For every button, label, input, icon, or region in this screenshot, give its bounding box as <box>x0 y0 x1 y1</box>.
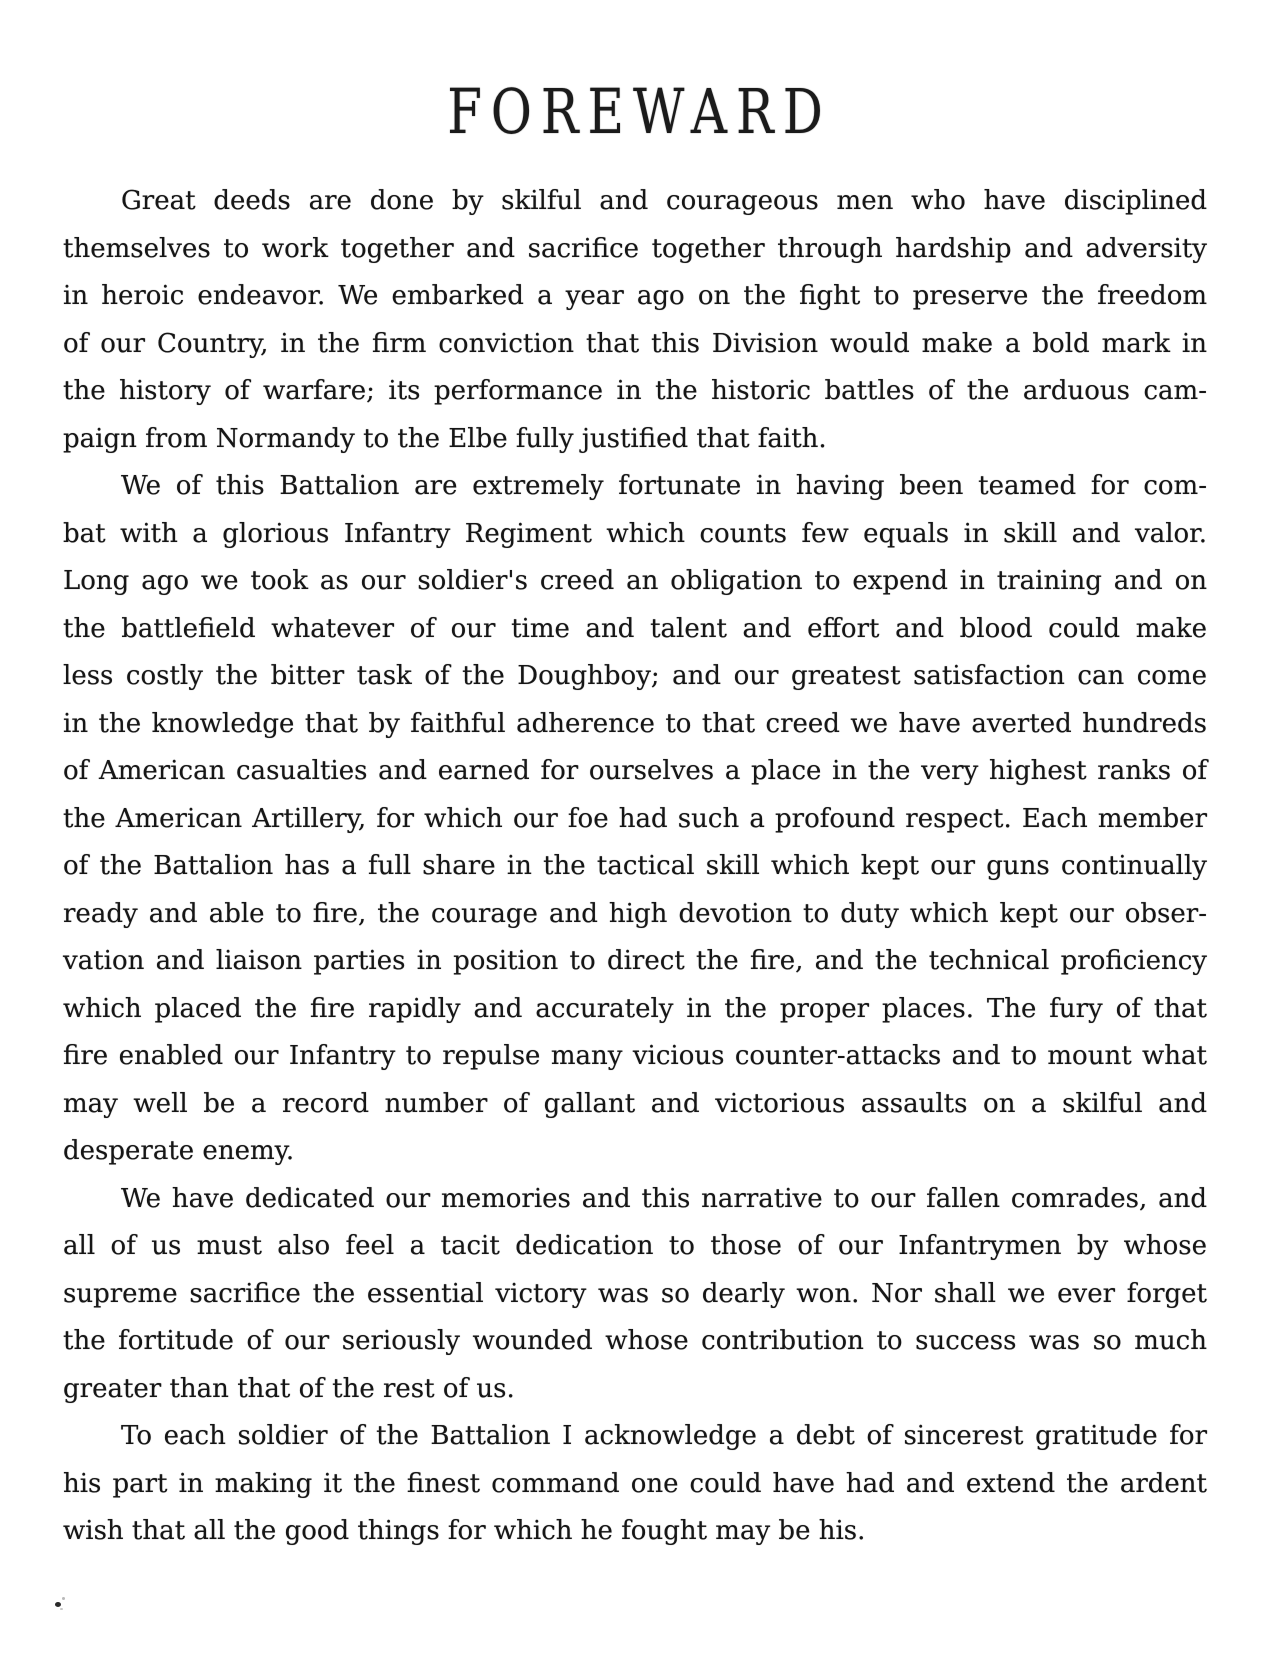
ink-speck <box>62 1597 65 1600</box>
text-line: vation and liaison parties in position to direct the fire, and the technical proficiency <box>63 946 1207 976</box>
text-line: of our Country, in the firm conviction that this Division would make a bold mark in <box>63 328 1207 359</box>
text-line: bat with a glorious Infantry Regiment which counts few equals in skill and valor. <box>63 518 1207 549</box>
text-line: in heroic endeavor. We embarked a year ago on the fight to preserve the freedom <box>63 281 1207 311</box>
text-line: all of us must also feel a tacit dedication to those of our Infantrymen by whose <box>63 1231 1207 1261</box>
text-line: Great deeds are done by skilful and courageous men who have disciplined <box>121 186 1207 216</box>
text-line: Long ago we took as our soldier's creed an obligation to expend in training and on <box>63 566 1207 596</box>
text-line: We of this Battalion are extremely fortunate in having been teamed for com- <box>121 471 1207 501</box>
text-line: may well be a record number of gallant and victorious assaults on a skilful and <box>63 1088 1207 1119</box>
document-body <box>63 178 1207 1556</box>
text-line: the fortitude of our seriously wounded whose contribution to success was so much <box>63 1326 1207 1356</box>
text-line: ready and able to fire, the courage and high devotion to duty which kept our obser- <box>63 898 1207 929</box>
text-line: wish that all the good things for which he fought may be his. <box>63 1516 866 1546</box>
text-line: greater than that of the rest of us. <box>63 1373 515 1404</box>
text-line: the history of warfare; its performance in the historic battles of the arduous cam- <box>63 376 1207 406</box>
text-line: of the Battalion has a full share in the tactical skill which kept our guns continually <box>63 851 1207 881</box>
text-line: supreme sacrifice the essential victory was so dearly won. Nor shall we ever forget <box>63 1278 1207 1309</box>
text-line: We have dedicated our memories and this narrative to our fallen comrades, and <box>121 1183 1207 1214</box>
ink-speck <box>60 1608 63 1610</box>
text-line: his part in making it the finest command one could have had and extend the ardent <box>63 1468 1207 1499</box>
text-line: of American casualties and earned for ourselves a place in the very highest ranks of <box>63 756 1207 786</box>
text-line: To each soldier of the Battalion I acknowledge a debt of sincerest gratitude for <box>121 1421 1207 1451</box>
text-line: desperate enemy. <box>63 1136 295 1166</box>
text-line: fire enabled our Infantry to repulse many vicious counter-attacks and to mount what <box>63 1041 1207 1071</box>
ink-speck <box>55 1602 61 1607</box>
text-line: the American Artillery, for which our foe had such a profound respect. Each member <box>63 803 1207 834</box>
text-line: which placed the fire rapidly and accurately in the proper places. The fury of that <box>63 993 1207 1024</box>
text-line: in the knowledge that by faithful adherence to that creed we have averted hundreds <box>63 708 1207 739</box>
text-line: the battlefield whatever of our time and talent and effort and blood could make <box>63 613 1207 644</box>
page-title: FOREWARD <box>447 76 832 148</box>
text-line: themselves to work together and sacrifice together through hardship and adversity <box>63 233 1207 264</box>
text-line: less costly the bitter task of the Doughboy; and our greatest satisfaction can come <box>63 661 1207 691</box>
text-line: paign from Normandy to the Elbe fully justified that faith. <box>63 423 827 454</box>
